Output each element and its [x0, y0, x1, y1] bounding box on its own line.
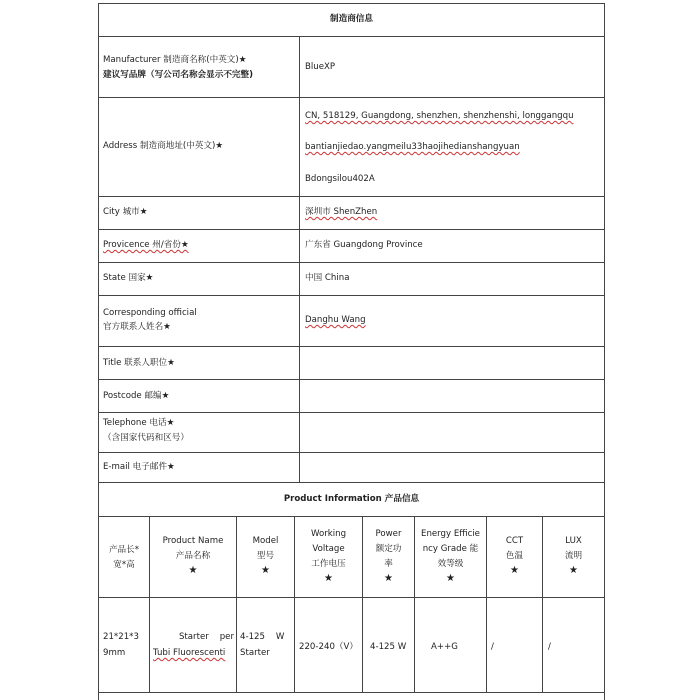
header-model: Model 型号 ★ [252, 536, 279, 576]
row-divider [98, 346, 605, 347]
row-divider [98, 379, 605, 380]
row-divider [98, 3, 605, 4]
manufacturer-note: 建议写品牌（写公司名称会显示不完整) [103, 70, 254, 80]
section-title-manufacturer: 制造商信息 [330, 14, 373, 24]
cell-voltage: 220-240（V） [299, 642, 358, 652]
row-divider [98, 516, 605, 517]
state-value: 中国 China [305, 273, 350, 283]
row-divider [98, 97, 605, 98]
header-size: 产品长* 宽*高 [108, 545, 140, 570]
address-line-1: CN, 518129, Guangdong, shenzhen, shenzhenshi, longgangqu [305, 111, 574, 121]
cell-energy-grade: A++G [431, 642, 458, 652]
official-value: Danghu Wang [305, 315, 366, 325]
city-label: City 城市★ [103, 207, 148, 217]
telephone-label-line-2: （含国家代码和区号） [103, 433, 189, 443]
cell-model: 4-125 W Starter [240, 632, 285, 658]
row-divider [98, 452, 605, 453]
row-divider [98, 692, 605, 693]
header-cct: CCT 色温 ★ [505, 536, 524, 576]
province-value: 广东省 Guangdong Province [305, 240, 423, 250]
header-power: Power 额定功 率 ★ [375, 529, 402, 584]
row-divider [98, 229, 605, 230]
cell-power: 4-125 W [370, 642, 407, 652]
official-label-line-2: 官方联系人姓名★ [103, 322, 171, 332]
email-label: E-mail 电子邮件★ [103, 462, 175, 472]
address-label: Address 制造商地址(中英文)★ [103, 141, 224, 151]
title-label: Title 联系人职位★ [103, 358, 175, 368]
table-border-right [604, 3, 605, 700]
row-divider [98, 262, 605, 263]
section-title-product: Product Information 产品信息 [283, 494, 420, 504]
cell-cct: / [491, 642, 494, 652]
header-voltage: Working Voltage 工作电压 ★ [310, 529, 347, 584]
manufacturer-value: BlueXP [305, 62, 336, 72]
header-energy-grade: Energy Efficie ncy Grade 能 效等级 ★ [421, 529, 480, 584]
row-divider [98, 36, 605, 37]
row-divider [98, 196, 605, 197]
table-border-left [98, 3, 99, 700]
row-divider [98, 597, 605, 598]
row-divider [98, 412, 605, 413]
column-divider [299, 36, 300, 482]
address-line-2: bantianjiedao.yangmeilu33haojihedianshangyuan [305, 142, 520, 152]
row-divider [98, 295, 605, 296]
city-value: 深圳市 ShenZhen [305, 207, 378, 217]
postcode-label: Postcode 邮编★ [103, 391, 170, 401]
state-label: State 国家★ [103, 273, 154, 283]
cell-lux: / [548, 642, 551, 652]
row-divider [98, 482, 605, 483]
official-label-line-1: Corresponding official [103, 308, 197, 318]
cell-size: 21*21*3 9mm [103, 632, 139, 658]
province-label: Provicence 州/省份★ [103, 240, 189, 250]
header-product-name: Product Name 产品名称 ★ [162, 536, 224, 576]
manufacturer-label: Manufacturer 制造商名称(中英文)★ [103, 55, 247, 65]
telephone-label-line-1: Telephone 电话★ [103, 418, 175, 428]
address-line-3: Bdongsilou402A [305, 174, 375, 184]
cell-product-name: Starter per Tubi Fluorescenti [153, 632, 234, 658]
header-lux: LUX 流明 ★ [564, 536, 583, 576]
